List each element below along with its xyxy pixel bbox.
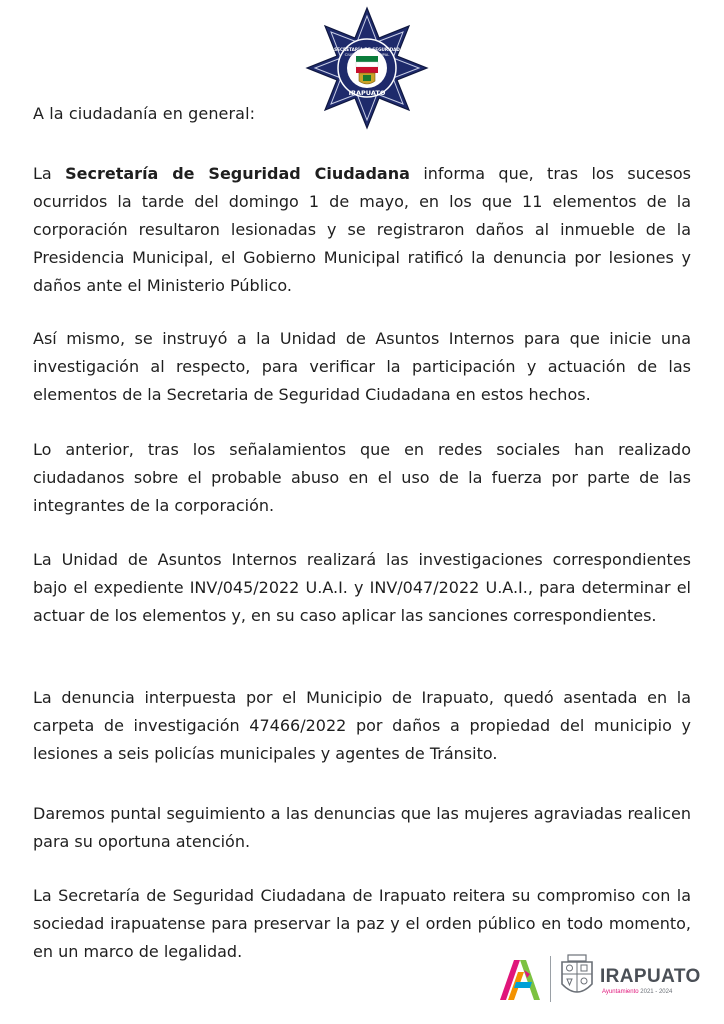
paragraph-7: La Secretaría de Seguridad Ciudadana de Irapuato reitera su compromiso con la sociedad irapuatense para preservar la paz y el orden público en todo momento, en un marco de legalidad.	[33, 886, 691, 961]
paragraph-3: Lo anterior, tras los señalamientos que en redes sociales han realizado ciudadanos sobre el probable abuso en el uso de la fuerza por parte de las integrantes de la corporación.	[33, 440, 691, 515]
svg-text:CIUDADANA MUNICIPAL: CIUDADANA MUNICIPAL	[344, 52, 390, 57]
paragraph-6: Daremos puntal seguimiento a las denuncias que las mujeres agraviadas realicen para su oportuna atención.	[33, 804, 691, 851]
irapuato-wordmark: IRAPUATO	[600, 966, 701, 987]
police-star-badge-icon	[305, 6, 429, 130]
statement-body	[33, 160, 691, 961]
badge-bottom-text: IRAPUATO	[348, 89, 386, 97]
paragraph-1-text: informa que, tras los sucesos ocurridos la tarde del domingo 1 de mayo, en los que 11 elementos de la corporación resultaron lesionadas y se registraron daños al inmueble de la Presidencia Municipal, el Gobierno Municipal ratificó la denuncia por lesiones y daños ante el Ministerio Público.	[33, 164, 691, 295]
badge-top-text: SECRETARÍA DE SEGURIDAD	[334, 47, 400, 52]
irapuato-coat-of-arms-icon	[558, 954, 596, 1002]
municipal-a-logo-icon	[494, 952, 546, 1004]
paragraph-2: Así mismo, se instruyó a la Unidad de Asuntos Internos para que inicie una investigación al respecto, para verificar la participación y actuación de las elementos de la Secretaria de Seguridad Ciudadana en estos hechos.	[33, 329, 691, 404]
paragraph-5: La denuncia interpuesta por el Municipio de Irapuato, quedó asentada en la carpeta de investigación 47466/2022 por daños a propiedad del municipio y lesiones a seis policías municipales y agentes de Tránsito.	[33, 688, 691, 763]
greeting-line: A la ciudadanía en general:	[33, 104, 256, 123]
paragraph-4: La Unidad de Asuntos Internos realizará las investigaciones correspondientes bajo el expediente INV/045/2022 U.A.I. y INV/047/2022 U.A.I., para determinar el actuar de los elementos y, en su caso aplicar las sanciones correspondientes.	[33, 550, 691, 625]
paragraph-1: La Secretaría de Seguridad Ciudadana informa que, tras los sucesos ocurridos la tarde del domingo 1 de mayo, en los que 11 elementos de la corporación resultaron lesionadas y se registraron daños al inmueble de la Presidencia Municipal, el Gobierno Municipal ratificó la denuncia por lesiones y daños ante el Ministerio Público.	[33, 164, 691, 295]
footer-logos	[494, 952, 699, 1008]
logo-divider	[550, 956, 551, 1002]
org-name-bold: Secretaría de Seguridad Ciudadana	[65, 164, 410, 183]
ayuntamiento-period: Ayuntamiento 2021 - 2024	[602, 989, 673, 995]
